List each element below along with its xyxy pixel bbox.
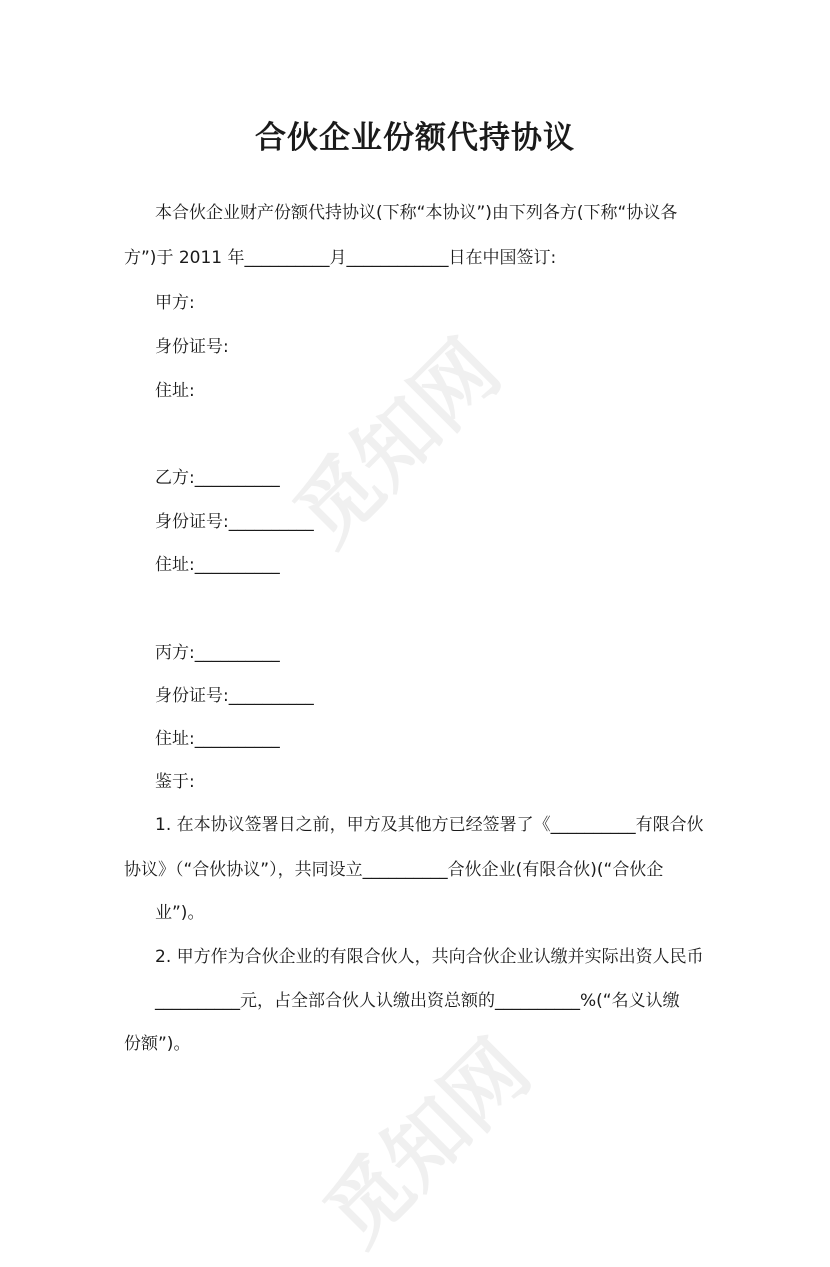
document-title: 合伙企业份额代持协议 (255, 120, 575, 156)
clause-1-line-2: 协议》（“合伙协议”），共同设立__________合伙企业(有限合伙)(“合伙企 (124, 860, 664, 880)
party-a-id: 身份证号: (155, 337, 229, 357)
intro-line-2: 方”)于 2011 年__________月____________日在中国签订: (124, 248, 557, 268)
party-c-address: 住址:__________ (155, 729, 280, 749)
clause-2-line-2: __________元，占全部合伙人认缴出资总额的__________%(“名义认缴 (155, 991, 680, 1011)
clause-2-line-3: 份额”)。 (124, 1034, 191, 1054)
party-c-id: 身份证号:__________ (155, 686, 314, 706)
clause-1-line-3: 业”)。 (155, 903, 205, 923)
party-b-id: 身份证号:__________ (155, 512, 314, 532)
watermark-bottom: 觅知网 (307, 1022, 549, 1265)
party-a-label: 甲方: (155, 293, 195, 313)
intro-line-1: 本合伙企业财产份额代持协议(下称“本协议”)由下列各方(下称“协议各 (155, 203, 678, 223)
clause-2-line-1: 2. 甲方作为合伙企业的有限合伙人，共向合伙企业认缴并实际出资人民币 (155, 947, 704, 967)
watermark: 觅知网 (277, 322, 519, 565)
party-b-label: 乙方:__________ (155, 468, 280, 488)
party-c-label: 丙方:__________ (155, 643, 280, 663)
whereas-heading: 鉴于: (155, 772, 195, 792)
party-b-address: 住址:__________ (155, 555, 280, 575)
clause-1-line-1: 1. 在本协议签署日之前，甲方及其他方已经签署了《__________有限合伙 (155, 815, 704, 835)
party-a-address: 住址: (155, 381, 195, 401)
